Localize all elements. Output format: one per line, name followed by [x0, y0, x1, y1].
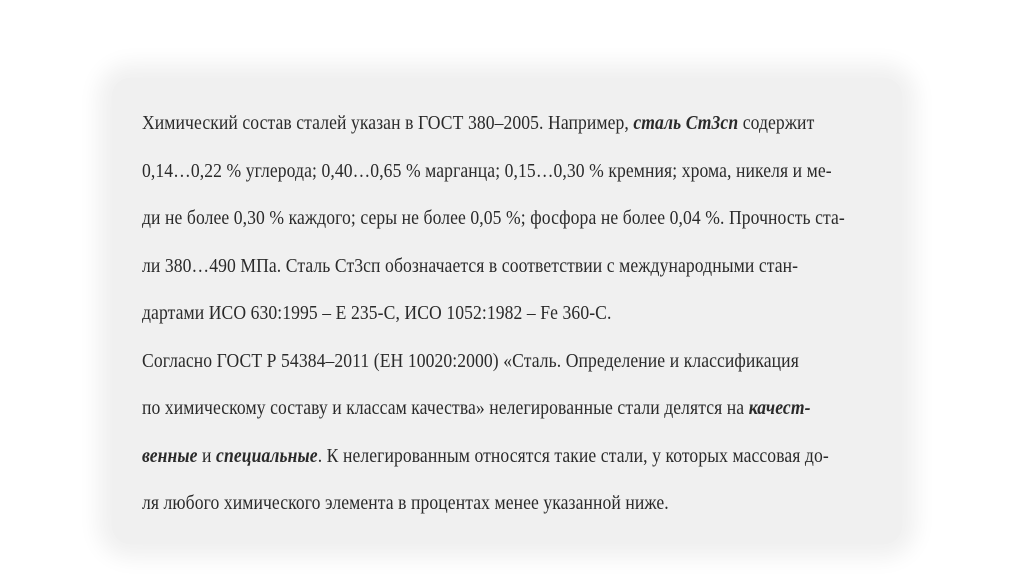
p1-line-2: 0,14…0,22 % углерода; 0,40…0,65 % марганца; 0,15…0,30 % кремния; хрома, никеля и ме-: [142, 159, 832, 182]
p2-line-2: по химическому составу и классам качества» нелегированные стали делятся на качест-: [142, 397, 811, 419]
text-panel: [112, 78, 902, 544]
emphasis-quality: качест-: [748, 397, 811, 419]
p1-line-4: ли 380…490 МПа. Сталь Ст3сп обозначается в соответствии с международными стан-: [142, 254, 799, 277]
p2-line-4: ля любого химического элемента в процентах менее указанной ниже.: [142, 492, 669, 514]
p2-line-1: Согласно ГОСТ Р 54384–2011 (ЕН 10020:2000) «Сталь. Определение и классификация: [142, 349, 799, 372]
p1-line-3: ди не более 0,30 % каждого; серы не более 0,05 %; фосфора не более 0,04 %. Прочность ста-: [142, 207, 845, 229]
emphasis-quality-cont: венные: [142, 444, 198, 467]
emphasis-steel-grade: сталь Ст3сп: [633, 112, 739, 134]
p1-line-1: Химический состав сталей указан в ГОСТ 380–2005. Например, сталь Ст3сп содержит: [142, 112, 815, 134]
p1-line-5: дартами ИСО 630:1995 – Е 235-С, ИСО 1052:1982 – Fe 360-С.: [142, 302, 612, 324]
document-text: [142, 100, 845, 528]
emphasis-special: специальные: [216, 444, 318, 467]
p2-line-3: венные и специальные. К нелегированным относятся такие стали, у которых массовая до-: [142, 444, 829, 467]
